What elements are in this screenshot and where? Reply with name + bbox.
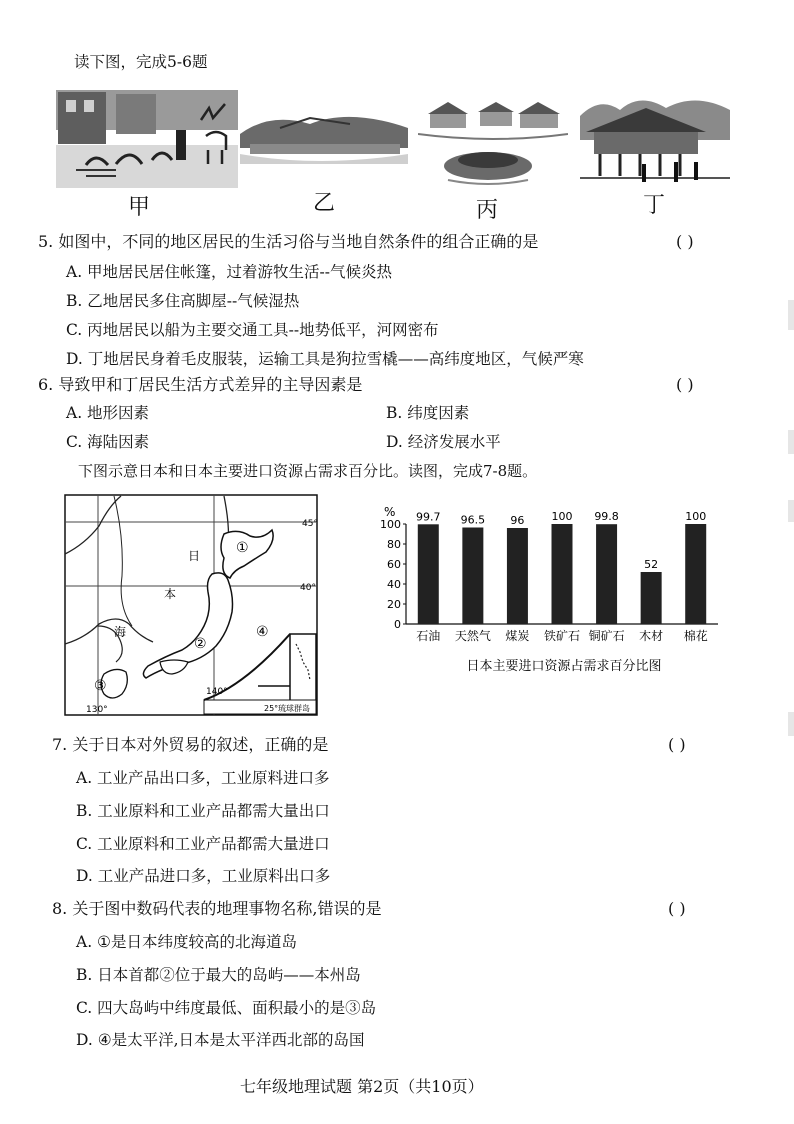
- chart-ytick-label: 0: [394, 618, 401, 631]
- chart-bar-5: [641, 572, 662, 624]
- scan-edge-mark: [788, 300, 794, 330]
- import-chart: [378, 500, 728, 678]
- scan-edge-mark: [788, 430, 794, 454]
- chart-ytick-label: 40: [387, 578, 401, 591]
- photo-label-yi: 乙: [313, 191, 336, 216]
- chart-ytick-label: 80: [387, 538, 401, 551]
- map-marker-1: ①: [236, 540, 249, 556]
- q8-answer-paren[interactable]: ( ): [668, 899, 686, 918]
- map-sea-label-3: 海: [114, 625, 127, 639]
- scan-edge-mark: [788, 712, 794, 736]
- chart-ytick-label: 60: [387, 558, 401, 571]
- q8-option-b[interactable]: B. 日本首都②位于最大的岛屿——本州岛: [76, 966, 361, 984]
- map-inset-lat: 25°: [264, 704, 279, 713]
- q8-option-d[interactable]: D. ④是太平洋,日本是太平洋西北部的岛国: [76, 1031, 365, 1049]
- q6-option-c[interactable]: C. 海陆因素: [66, 433, 150, 451]
- q5-option-d[interactable]: D. 丁地居民身着毛皮服装，运输工具是狗拉雪橇——高纬度地区，气候严寒: [66, 350, 584, 368]
- map-marker-4: ④: [256, 624, 269, 640]
- map-sea-label-1: 日: [188, 549, 201, 563]
- photo-jia: [56, 90, 238, 188]
- q5-option-a[interactable]: A. 甲地居民居住帐篷，过着游牧生活--气候炎热: [66, 263, 393, 281]
- photo-label-bing: 丙: [476, 198, 499, 223]
- chart-bar-6: [685, 524, 706, 624]
- chart-bar-4: [596, 524, 617, 624]
- chart-category-label: 铜矿石: [588, 629, 625, 643]
- chart-value-label: 99.7: [416, 510, 441, 524]
- chart-value-label: 96: [510, 514, 525, 527]
- chart-bar-0: [418, 524, 439, 624]
- chart-ytick-label: 20: [387, 598, 401, 611]
- map-lon-130: 130°: [86, 705, 108, 715]
- chart-category-label: 木材: [639, 629, 664, 643]
- q5-option-c[interactable]: C. 丙地居民以船为主要交通工具--地势低平，河网密布: [66, 321, 439, 339]
- map-marker-2: ②: [194, 636, 207, 652]
- map-lon-140: 140°: [206, 687, 228, 697]
- q6-option-a[interactable]: A. 地形因素: [66, 404, 150, 422]
- chart-value-label: 100: [685, 510, 707, 523]
- chart-value-label: 99.8: [594, 510, 619, 524]
- q5-option-b[interactable]: B. 乙地居民多住高脚屋--气候湿热: [66, 292, 300, 310]
- page-footer: 七年级地理试题 第2页（共10页）: [240, 1077, 484, 1096]
- q7-option-b[interactable]: B. 工业原料和工业产品都需大量出口: [76, 802, 330, 820]
- intro-5-6: 读下图，完成5-6题: [74, 53, 208, 71]
- map-lat-45: 45°: [302, 519, 318, 529]
- map-lat-40: 40°: [300, 583, 316, 593]
- q6-stem: 6. 导致甲和丁居民生活方式差异的主导因素是: [38, 375, 363, 394]
- photo-yi: [240, 104, 408, 182]
- q6-answer-paren[interactable]: ( ): [676, 375, 694, 394]
- chart-ytick-label: 100: [380, 518, 401, 531]
- map-marker-3: ③: [94, 678, 107, 694]
- chart-y-unit: %: [384, 505, 396, 519]
- q7-option-a[interactable]: A. 工业产品出口多，工业原料进口多: [76, 769, 330, 787]
- q6-option-d[interactable]: D. 经济发展水平: [386, 433, 501, 451]
- chart-category-label: 天然气: [454, 629, 491, 643]
- q7-stem: 7. 关于日本对外贸易的叙述，正确的是: [52, 735, 329, 754]
- photo-label-ding: 丁: [643, 193, 666, 218]
- q8-option-c[interactable]: C. 四大岛屿中纬度最低、面积最小的是③岛: [76, 999, 377, 1017]
- chart-category-label: 煤炭: [505, 629, 530, 643]
- intro-7-8: 下图示意日本和日本主要进口资源占需求百分比。读图，完成7-8题。: [78, 462, 538, 480]
- map-sea-label-2: 本: [164, 587, 177, 601]
- chart-value-label: 96.5: [460, 513, 486, 527]
- photo-label-jia: 甲: [128, 195, 151, 220]
- map-inset-label: 琉球群岛: [278, 704, 310, 713]
- q6-option-b[interactable]: B. 纬度因素: [386, 404, 470, 422]
- photo-ding: [580, 92, 730, 194]
- chart-value-label: 52: [644, 558, 659, 571]
- scan-edge-mark: [788, 500, 794, 522]
- chart-bar-2: [507, 528, 528, 624]
- chart-bar-3: [552, 524, 573, 624]
- japan-map: [64, 494, 318, 716]
- chart-bar-1: [462, 528, 483, 625]
- chart-category-label: 棉花: [683, 629, 708, 643]
- q5-stem: 5. 如图中，不同的地区居民的生活习俗与当地自然条件的组合正确的是: [38, 232, 539, 251]
- q8-option-a[interactable]: A. ①是日本纬度较高的北海道岛: [76, 933, 297, 951]
- q5-answer-paren[interactable]: ( ): [676, 232, 694, 251]
- q7-answer-paren[interactable]: ( ): [668, 735, 686, 754]
- chart-value-label: 100: [551, 510, 573, 523]
- q7-option-d[interactable]: D. 工业产品进口多，工业原料出口多: [76, 867, 331, 885]
- q8-stem: 8. 关于图中数码代表的地理事物名称,错误的是: [52, 899, 382, 918]
- q7-option-c[interactable]: C. 工业原料和工业产品都需大量进口: [76, 835, 330, 853]
- photo-bing: [418, 94, 568, 192]
- chart-category-label: 铁矿石: [543, 629, 581, 643]
- chart-title: 日本主要进口资源占需求百分比图: [466, 659, 662, 674]
- chart-category-label: 石油: [416, 629, 441, 643]
